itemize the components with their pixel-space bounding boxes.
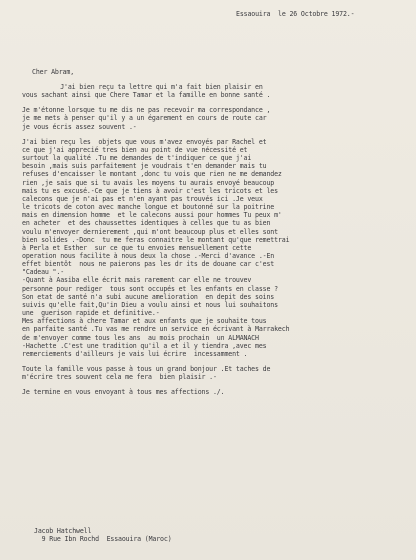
text-line: je me mets à penser qu'il y a un égarement en cours de route car [22, 114, 267, 123]
text-line: m'écrire tres souvent cela me fera bien plaisir .- [22, 373, 217, 382]
text-line: en acheter et des chaussettes identiques à celles que tu as bien [22, 219, 271, 228]
text-line: je vous écris assez souvent .- [22, 122, 137, 131]
text-line: operation nous facilite à nous deux la chose .-Merci d'avance .-En [22, 251, 275, 260]
text-line: J'ai bien reçu ta lettre qui m'a fait bien plaisir en [22, 83, 263, 91]
text-line: suivis qu'elle fait,Qu'in Dieu a voulu ainsi et nous lui souhaitons [22, 300, 278, 309]
text-line: J'ai bien reçu les objets que vous m'avez envoyés par Rachel et [22, 137, 267, 146]
text-line: -Hachette .C'est une tradition qu'il a et il y tiendra ,avec mes [22, 341, 267, 350]
letter-paragraph [22, 106, 412, 130]
letter-paragraph [22, 388, 412, 396]
text-line: remerciements d'ailleurs je vais lui écrire incessamment . [22, 349, 248, 358]
text-line: refuses d'encaisser le montant ,donc tu vois que rien ne me demandez [22, 170, 282, 179]
text-line: vous sachant ainsi que Chere Tamar et la famille en bonne santé . [22, 91, 271, 100]
letter-body [22, 83, 412, 403]
signature-name: Jacob Hatchwell [34, 527, 92, 535]
text-line: Je m'étonne lorsque tu me dis ne pas recevoir ma correspondance , [22, 106, 271, 115]
text-line: mais en dimension homme et le calecons aussi pour hommes Tu peux m' [22, 211, 282, 220]
text-line: surtout la qualité .Tu me demandes de t'indiquer ce que j'ai [22, 154, 252, 163]
text-line: personne pour rediger tous sont occupés et les enfants en classe ? [22, 284, 278, 293]
text-line: -Quant à Aasiba elle écrit mais rarement car elle ne trouvev [22, 276, 252, 285]
letter-paragraph [22, 138, 412, 358]
text-line: de m'envoyer comme tous les ans au mois prochain un ALMANACH [22, 333, 259, 342]
text-line: Mes affections à chere Tamar et aux enfants que je souhaite tous [22, 317, 267, 326]
signature-address: 9 Rue Ibn Rochd Essaouira (Maroc) [34, 535, 172, 544]
letter-paragraph [22, 365, 412, 381]
text-line: Son etat de santé n'a subi aucune amelioration en depit des soins [22, 292, 275, 301]
text-line: bien solides .-Donc tu me feras connaitre le montant qu'que remettrai [22, 235, 290, 244]
text-line: en parfaite santé .Tu vas me rendre un service en écrivant à Marrakech [22, 325, 290, 334]
date-line: Essaouira le 26 Octobre 1972.- [236, 10, 355, 18]
text-line: ce que j'ai apprecié tres bien au point de vue nécessité et [22, 145, 248, 154]
text-line: Je termine en vous envoyant à tous mes affections ./. [22, 388, 225, 397]
text-line: le tricots de coton avec manche longue et boutonné sur la poitrine [22, 203, 275, 212]
letter-paragraph [22, 83, 412, 99]
text-line: à Perla et Esther sur ce que tu envoies mensuellement cette [22, 243, 252, 252]
text-line: effet bientôt nous ne paierons pas les dr its de douane car c'est [22, 260, 275, 269]
text-line: mais tu es excusé.-Ce que je tiens à avoir c'est les tricots et les [22, 186, 278, 195]
text-line: "Cadeau ".- [22, 268, 65, 277]
text-line: besoin ,mais suis parfaitement je voudrais t'en demander mais tu [22, 162, 267, 171]
text-line: une guerison rapide et definitive.- [22, 309, 160, 318]
text-line: calecons que je n'ai pas et n'en ayant pas trouvés ici .Je veux [22, 194, 263, 203]
text-line: Toute la famille vous passe à tous un grand bonjour .Et taches de [22, 365, 271, 373]
text-line: voulu m'envoyer dernierement ,qui m'ont beaucoup plus et elles sont [22, 227, 278, 236]
text-line: rien ,je sais que si tu avais les moyens tu aurais envoyé beaucoup [22, 178, 275, 187]
salutation: Cher Abram, [32, 68, 75, 76]
signature-block [34, 527, 172, 543]
